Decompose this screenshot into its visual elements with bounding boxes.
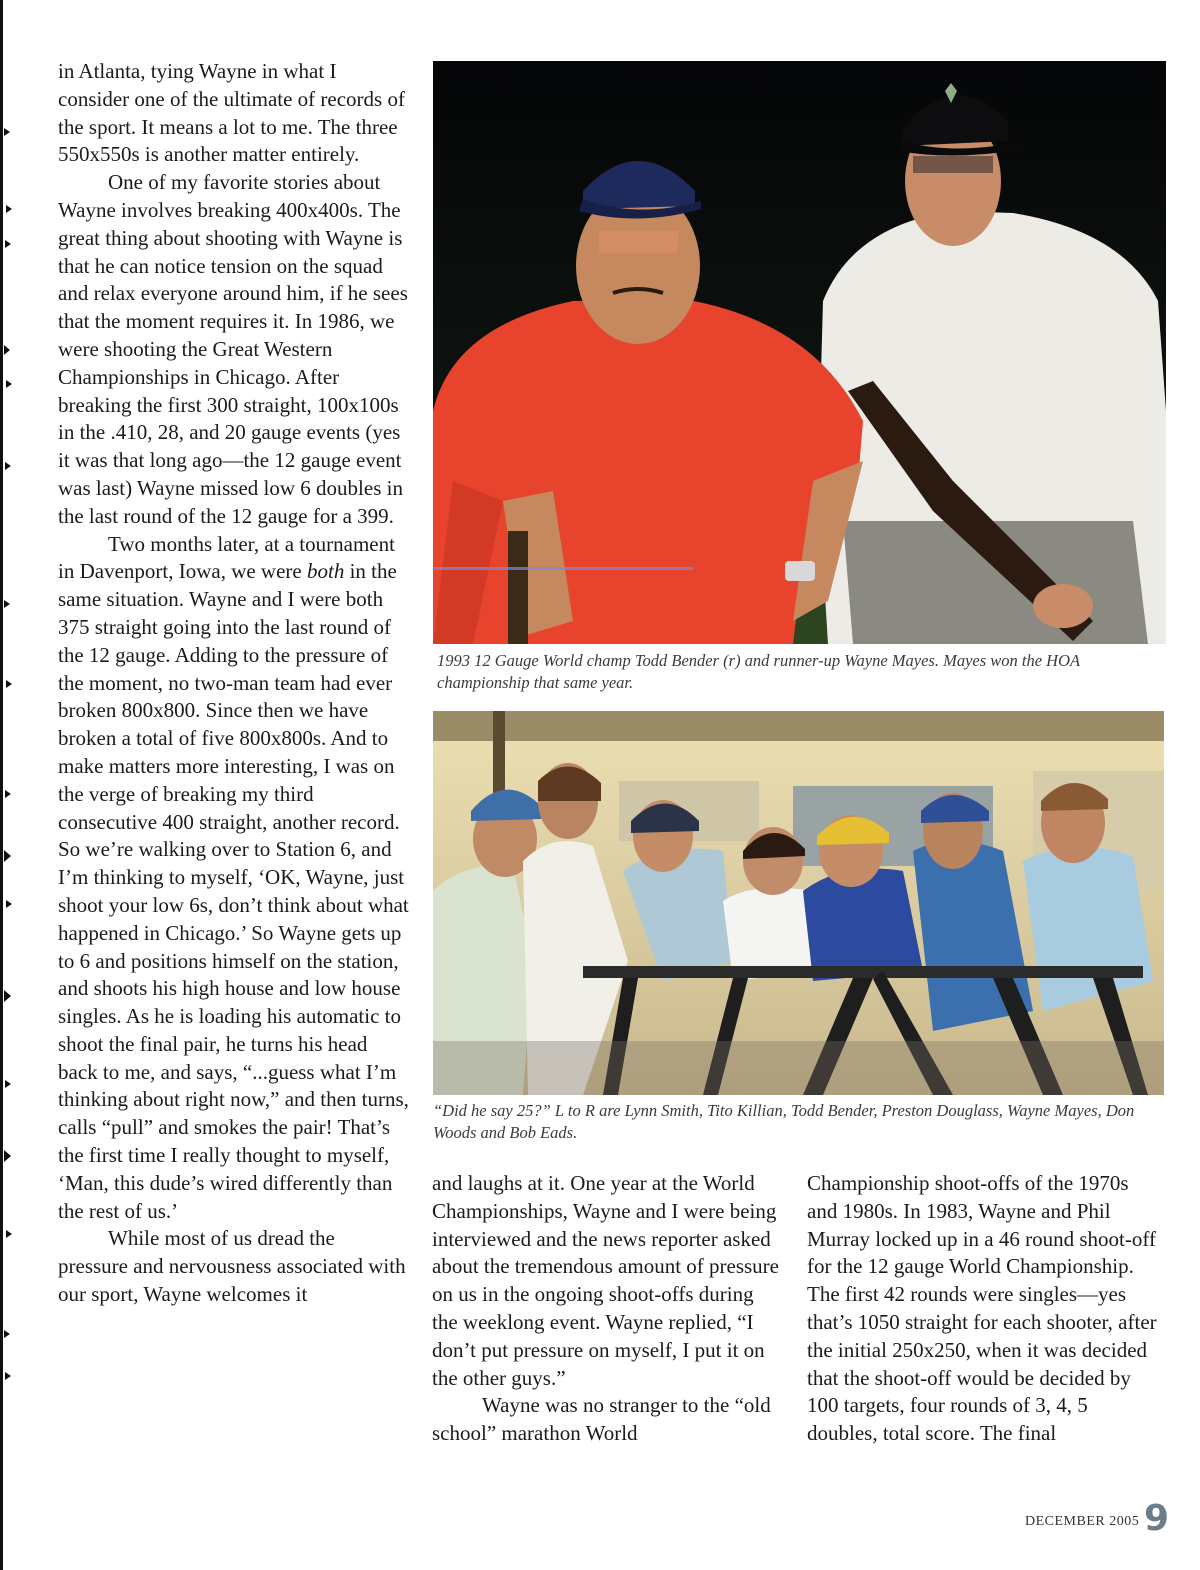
- paragraph: One of my favorite stories about Wayne involves breaking 400x400s. The great thing about shooting with Wayne is that he can notice tension on the squad and relax everyone around him, if he sees that the moment requires it. In 1986, we were shooting the Great Western Championships in Chicago. After breaking the first 300 straight, 100x100s in the .410, 28, and 20 gauge events (yes it was that long ago—the 12 gauge event was last) Wayne missed low 6 doubles in the last round of the 12 gauge for a 399.: [58, 170, 408, 528]
- paragraph: Wayne was no stranger to the “old school” marathon World: [432, 1393, 771, 1446]
- photo-caption-1: 1993 12 Gauge World champ Todd Bender (r) and runner-up Wayne Mayes. Mayes won the HOA championship that same year.: [437, 651, 1080, 692]
- paragraph: While most of us dread the pressure and nervousness associated with our sport, Wayne welcomes it: [58, 1226, 406, 1307]
- article-column-1: [58, 58, 410, 1309]
- issue-date: DECEMBER 2005: [1025, 1514, 1140, 1529]
- emphasis: both: [307, 559, 345, 584]
- photo-shooters-group: [433, 711, 1164, 1095]
- photo-caption-2: “Did he say 25?” L to R are Lynn Smith, Tito Killian, Todd Bender, Preston Douglass, Wayne Mayes, Don Woods and Bob Eads.: [433, 1101, 1135, 1142]
- page-number: 9: [1144, 1498, 1170, 1539]
- paragraph: [58, 531, 410, 1226]
- article-column-3: [807, 1170, 1163, 1448]
- paragraph: and laughs at it. One year at the World Championships, Wayne and I were being interviewed and the news reporter asked about the tremendous amount of pressure on us in the ongoing shoot-offs during the weeklong event. Wayne replied, “I don’t put pressure on myself, I put it on the other guys.”: [432, 1171, 779, 1390]
- text-run: in the same situation. Wayne and I were both 375 straight going into the last round of the 12 gauge. Adding to the pressure of the moment, no two-man team had ever broken 800x800. Since then we have broken a total of five 800x800s. And to make matters more interesting, I was on the verge of breaking my third consecutive 400 straight, another record. So we’re walking over to Station 6, and I’m thinking to myself, ‘OK, Wayne, just shoot your low 6s, don’t think about what happened in Chicago.’ So Wayne gets up to 6 and positions himself on the station, and shoots his high house and low house singles. As he is loading his automatic to shoot the final pair, he turns his head back to me, and says, “...guess what I’m thinking about right now,” and then turns, calls “pull” and smokes the pair! That’s the first time I really thought to myself, ‘Man, this dude’s wired differently than the rest of us.’: [58, 559, 409, 1223]
- article-column-2: [432, 1170, 782, 1448]
- page-edge-marks: [0, 0, 22, 1570]
- paragraph: Championship shoot-offs of the 1970s and 1980s. In 1983, Wayne and Phil Murray locked up in a 46 round shoot-off for the 12 gauge World Championship. The first 42 rounds were singles—yes that’s 1050 straight for each shooter, after the initial 250x250, when it was decided that the shoot-off would be decided by 100 targets, four rounds of 3, 4, 5 doubles, total score. The final: [807, 1171, 1157, 1446]
- paragraph: in Atlanta, tying Wayne in what I consider one of the ultimate of records of the sport. It means a lot to me. The three 550x550s is another matter entirely.: [58, 59, 405, 167]
- photo-bender-mayes: [433, 61, 1166, 644]
- text-run: Two months later, at a tournament in Davenport, Iowa, we were: [58, 531, 395, 584]
